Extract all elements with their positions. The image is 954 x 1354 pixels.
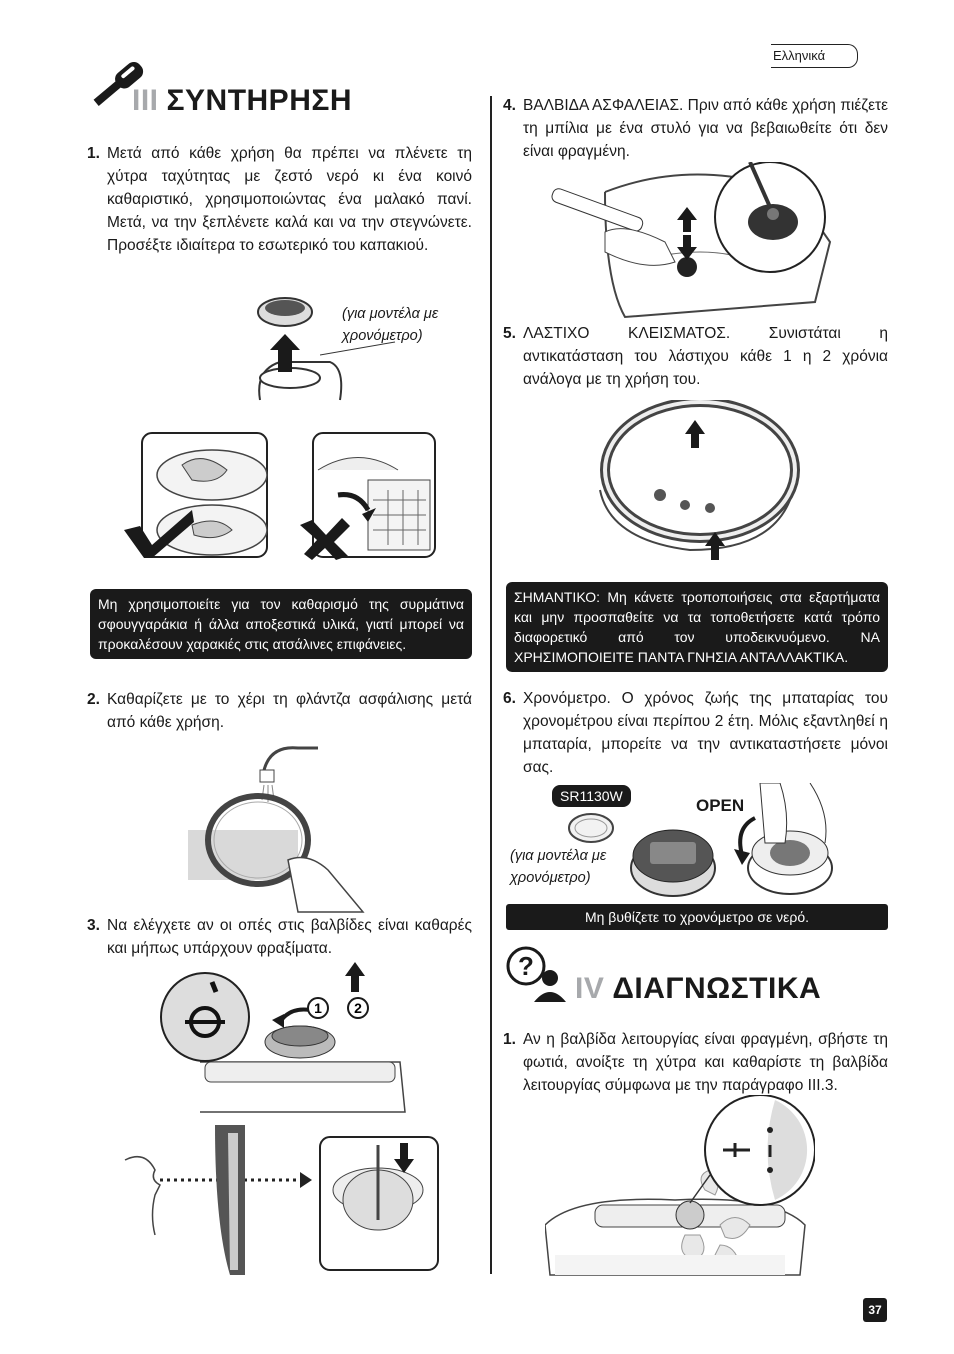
valve-inspection-illustration	[120, 1125, 445, 1275]
timer-open-illustration	[730, 783, 840, 898]
battery-illustration	[566, 810, 616, 846]
open-label: OPEN	[696, 796, 745, 815]
timer-unit-illustration	[628, 820, 718, 898]
step-number: 4.	[503, 97, 516, 114]
page-number-text: 37	[868, 1303, 882, 1317]
page-number	[863, 1298, 887, 1322]
valve-removal-illustration	[160, 962, 410, 1117]
warning-note-text: Μη χρησιμοποιείτε για τον καθαρισμό της συρμάτινα σφουγγαράκια ή άλλα αποξεστικά υλικά, γιατί μπορεί να προκαλέσουν χαρακιές στις ατσάλινες επιφάνειες.	[98, 596, 464, 652]
circled-number-2: 2	[354, 1000, 362, 1016]
step-text: ΛΑΣΤΙΧΟ ΚΛΕΙΣΜΑΤΟΣ. Συνιστάται η αντικατάσταση του λάστιχου κάθε 1 η 2 χρόνια ανάλογα με τη χρήση του.	[523, 325, 888, 388]
maintenance-step-2	[87, 688, 472, 734]
maintenance-step-6	[503, 687, 888, 779]
section-3-heading	[132, 84, 352, 118]
step-number: 2.	[87, 691, 100, 708]
language-label: Ελληνικά	[773, 48, 826, 63]
section-3-number: III	[132, 84, 159, 117]
safety-valve-illustration	[545, 162, 835, 322]
svg-text:?: ?	[518, 951, 534, 981]
step-text: Αν η βαλβίδα λειτουργίας είναι φραγμένη, σβήστε τη φωτιά, ανοίξτε τη χύτρα και καθαρίστε τη βαλβίδα λειτουργίας σύμφωνα με την παράγραφο III.3.	[523, 1031, 888, 1094]
step-number: 1.	[503, 1031, 516, 1048]
timer-caption-right: (για μοντέλα με χρονόμετρο)	[510, 848, 607, 886]
section-4-number: IV	[575, 972, 605, 1005]
maintenance-step-4	[503, 94, 889, 163]
blocked-valve-illustration	[545, 1095, 815, 1280]
step-number: 3.	[87, 917, 100, 934]
important-note-text: ΣΗΜΑΝΤΙΚΟ: Μη κάνετε τροποποιήσεις στα εξαρτήματα και μην προσπαθείτε να τα τοποθετήσετε κατά τρόπο διαφορετικό από τον υποδεικνυόμενο. ΝΑ ΧΡΗΣΙΜΟΠΟΙΕΙΤΕ ΠΑΝΤΑ ΓΝΗΣΙΑ ΑΝΤΑΛΛΑΚΤΙΚΑ.	[514, 589, 880, 665]
timer-caption-left: (για μοντέλα με χρονόμετρο)	[342, 306, 439, 344]
column-divider	[490, 96, 492, 1274]
hand-wash-illustration	[122, 430, 270, 560]
maintenance-step-1	[87, 142, 472, 257]
step-text: Μετά από κάθε χρήση θα πρέπει να πλένετε τη χύτρα ταχύτητας με ζεστό νερό κι ένα κοινό καθαριστικό, χρησιμοποιώντας ένα μαλακό πανί. Μετά, να την ξεπλένετε καλά και να την στεγνώνετε. Προσέξτε ιδιαίτερα το εσωτερικό του καπακιού.	[107, 145, 472, 254]
step-text: Να ελέγχετε αν οι οπές στις βαλβίδες είναι καθαρές και μήπως υπάρχουν φραξίματα.	[107, 917, 472, 957]
language-tab	[771, 44, 858, 68]
maintenance-step-3	[87, 914, 472, 960]
water-warning-note	[506, 904, 888, 930]
step-number: 1.	[87, 145, 100, 162]
step-text: Καθαρίζετε με το χέρι τη φλάντζα ασφάλισης μετά από κάθε χρήση.	[107, 691, 472, 731]
battery-model-label: SR1130W	[552, 785, 631, 807]
circled-number-1: 1	[314, 1000, 322, 1016]
maintenance-step-5	[503, 322, 888, 391]
step-text: ΒΑΛΒΙΔΑ ΑΣΦΑΛΕΙΑΣ. Πριν από κάθε χρήση πιέζετε τη μπίλια με ένα στυλό για να βεβαιωθείτε ότι δεν είναι φραγμένη.	[523, 97, 889, 160]
step-number: 6.	[503, 690, 516, 707]
dishwasher-illustration	[298, 430, 438, 560]
section-4-heading	[575, 972, 821, 1006]
step-text: Χρονόμετρο. Ο χρόνος ζωής της μπαταρίας του χρονομέτρου είναι περίπου 2 έτη. Μόλις εξαντληθεί η μπαταρία, μπορείτε να την αντικαταστήσετε μόνοι σας.	[523, 690, 888, 776]
gasket-lid-illustration	[590, 400, 805, 570]
diagnostics-question-icon	[504, 944, 574, 1004]
warning-note	[90, 589, 472, 659]
section-4-title: ΔΙΑΓΝΩΣΤΙΚΑ	[612, 972, 822, 1005]
water-warning-text: Μη βυθίζετε το χρονόμετρο σε νερό.	[584, 909, 810, 925]
diagnostics-step-1	[503, 1028, 888, 1097]
step-number: 5.	[503, 325, 516, 342]
gasket-washing-illustration	[188, 740, 378, 915]
section-3-title: ΣΥΝΤΗΡΗΣΗ	[166, 84, 353, 117]
important-note	[506, 582, 888, 672]
